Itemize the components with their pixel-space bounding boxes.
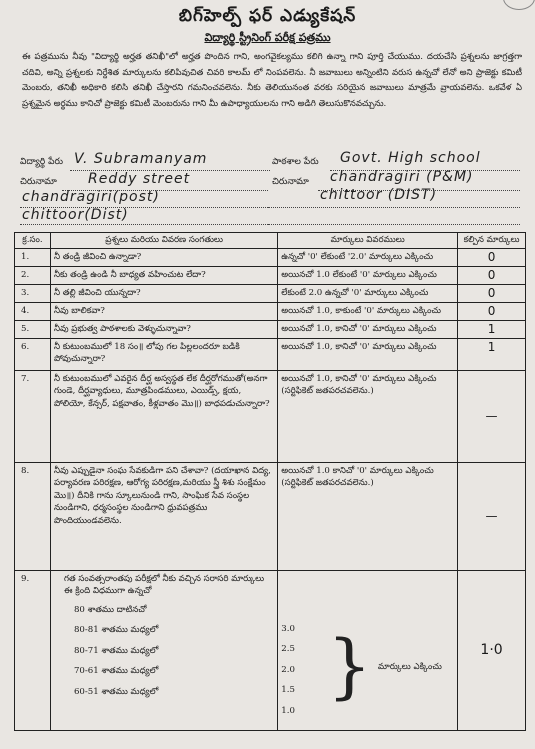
- grade-range: 60-51 శాతము మధ్యలో: [73, 686, 159, 697]
- row-mark[interactable]: 1·0: [458, 570, 526, 730]
- row-number: 7.: [15, 370, 51, 462]
- grade-score: 1.0: [281, 705, 295, 716]
- table-header-row: [15, 233, 526, 249]
- row-number: 6.: [15, 338, 51, 370]
- row-question: నీకు తండ్రి ఉండి నీ బాధ్యత వహించుట లేదా?: [50, 266, 277, 284]
- header-scoring: మార్కులు వివరములు: [278, 233, 458, 249]
- address-line3-rule: [20, 224, 270, 225]
- grade-score: 3.0: [281, 623, 295, 634]
- school-address-line3-rule: [268, 224, 520, 225]
- row-number: 1.: [15, 248, 51, 266]
- row-question: నీ తండ్రి జీవించి ఉన్నాడా?: [50, 248, 277, 266]
- grade-range: 80 శాతము దాటినచో: [73, 604, 147, 615]
- address-line1[interactable]: Reddy street: [88, 171, 191, 187]
- address-label: చిరునామా: [20, 177, 57, 187]
- school-address-line2[interactable]: chittoor (DIST): [320, 187, 438, 203]
- student-name-value[interactable]: V. Subramanyam: [74, 151, 208, 167]
- row-scoring: అయినచో 1.0, కాకుంటే '0' మార్కులు ఎక్కించు: [278, 302, 458, 320]
- table-row: [15, 462, 526, 570]
- grades-intro: గత సంవత్సరాంతపు పరీక్షలో నీకు వచ్చిన సరాసరి మార్కులు ఈ క్రింది విధముగా ఉన్నచో: [63, 573, 265, 596]
- row-mark[interactable]: 1: [458, 320, 526, 338]
- row-question: [50, 570, 277, 730]
- address-line2[interactable]: chandragiri(post): [22, 189, 160, 205]
- row-mark[interactable]: —: [458, 370, 526, 462]
- grade-score-note: మార్కులు ఎక్కించు: [377, 661, 442, 672]
- row-question: నీవు బాలికవా?: [50, 302, 277, 320]
- header-questions: ప్రశ్నలు మరియు వివరణ సంగతులు: [50, 233, 277, 249]
- school-name-value[interactable]: Govt. High school: [340, 150, 481, 166]
- row-scoring: అయినచో 1.0, కానిచో '0' మార్కులు ఎక్కించు (సర్టిఫికెట్ జతపరచవలెను.): [278, 370, 458, 462]
- grade-score: 2.0: [281, 664, 295, 675]
- student-name-label: విద్యార్థి పేరు: [20, 157, 63, 167]
- table-row: [15, 338, 526, 370]
- grade-range: 80-81 శాతము మధ్యలో: [73, 625, 159, 635]
- row-scoring: అయినచో 1.0 కానిచో '0' మార్కులు ఎక్కించు (సర్టిఫికెట్ జతపరచవలెను.): [278, 462, 458, 570]
- row-mark[interactable]: 0: [458, 266, 526, 284]
- grade-range: 70-61 శాతము మధ్యలో: [73, 666, 159, 676]
- row-mark[interactable]: 0: [458, 248, 526, 266]
- row-question: నీ కుటుంబములో ఎవరైన దీర్ఘ అస్వస్థత లేక దీర్ఘరోగముతో(అనగా గుండె, దీర్ఘవ్యాధులు, మూత్రపిండములు, ఎయిడ్స్, క్షయ, పోలియో, కేన్సర్, పక్షవాతం, కీళ్లవాతం మొ॥) బాధపడుచున్నారా?: [50, 370, 277, 462]
- row-scoring: [278, 570, 458, 730]
- row-question: నీవు ప్రభుత్వ పాఠశాలకు వెళ్ళుచున్నావా?: [50, 320, 277, 338]
- table-row-grades: [15, 570, 526, 730]
- row-scoring: అయినచో 1.0, కానిచో '0' మార్కులు ఎక్కించు: [278, 320, 458, 338]
- grade-range: 80-71 శాతము మధ్యలో: [73, 645, 159, 656]
- table-row: [15, 320, 526, 338]
- table-row: [15, 284, 526, 302]
- screening-table: [14, 232, 526, 731]
- brace-glyph: }: [327, 624, 372, 707]
- school-address-line1[interactable]: chandragiri (P&M): [330, 169, 474, 185]
- table-row: [15, 370, 526, 462]
- row-number: 4.: [15, 302, 51, 320]
- form-title: బిగ్‌హెల్ప్ ఫర్ ఎడ్యుకేషన్: [178, 6, 357, 26]
- address-line3[interactable]: chittoor(Dist): [22, 207, 129, 223]
- table-row: [15, 248, 526, 266]
- row-scoring: ఉన్నచో '0' లేకుంటే '2.0' మార్కులు ఎక్కించు: [278, 248, 458, 266]
- grade-score: 1.5: [281, 685, 295, 695]
- row-scoring: లేకుంటే 2.0 ఉన్నచో '0' మార్కులు ఎక్కించు: [278, 284, 458, 302]
- header-marks: కల్పిన మార్కులు: [458, 233, 526, 249]
- row-mark[interactable]: —: [458, 462, 526, 570]
- row-number: 9.: [15, 570, 51, 730]
- form-subtitle: విద్యార్థి స్ట్రీనింగ్ పరీక్ష పత్రము: [204, 31, 331, 44]
- row-mark[interactable]: 0: [458, 302, 526, 320]
- row-scoring: అయినచో 1.0 లేకుంటే '0' మార్కులు ఎక్కించు: [278, 266, 458, 284]
- row-number: 3.: [15, 284, 51, 302]
- row-number: 5.: [15, 320, 51, 338]
- instructions-paragraph: ఈ పత్రమును నీవు "విద్యార్థి అర్హత తనిఖీ"లో అర్హత పొందిన గాని, అంగవైకల్యము కలిగి ఉన్నా గాని పూర్తి చేయుము. దయచేసి ప్రశ్నలను జాగ్రత్తగా చదివి, అన్ని ప్రశ్నలకు నిర్దేశిత మార్కులను కలిపివుచిత చివరి కాలమ్ లో నింపవలెను. నీ జవాబులు అన్నింటిని వరుస ఉన్నచో లేనో అని ప్రాజెక్టు కమిటీ మెంబరు, తనిఖీ అధికారి కలిసి తనిఖీ చేస్తారని గమనించవలెను. నీకు తెలియునంత వరకు సరియైన జవాబులు మాత్రమే వ్రాయవలెను. ఒకవేళ ఏ ప్రశ్నమైన అర్థము కానిచో ప్రాజెక్టు కమిటీ మెంబరును గాని మీ ఉపాధ్యాయులను గాని అడిగి తెలుసుకొనవచ్చును.: [22, 52, 522, 109]
- row-scoring: అయినచో 1.0, కానిచో '0' మార్కులు ఎక్కించు: [278, 338, 458, 370]
- grade-score: 2.5: [281, 644, 295, 654]
- row-question: నీ తల్లి జీవించి యున్నదా?: [50, 284, 277, 302]
- table-row: [15, 266, 526, 284]
- row-number: 2.: [15, 266, 51, 284]
- row-mark[interactable]: 0: [458, 284, 526, 302]
- table-row: [15, 302, 526, 320]
- row-question: నీ కుటుంబములో 18 సం॥ లోపు గల పిల్లలందరూ బడికి పోవుచున్నారా?: [50, 338, 277, 370]
- header-serial: క్ర.సం.: [15, 233, 51, 249]
- row-number: 8.: [15, 462, 51, 570]
- school-address-label: చిరునామా: [272, 177, 309, 187]
- row-question: నీవు ఎప్పుడైనా సంఘ సేవకుడిగా పని చేశావా? (దయాఖాన విద్య, పర్యావరణ పరిరక్షణ, ఆరోగ్య పరిరక్షణ,మరియు స్త్రీ శిశు సంక్షేమం మొ॥) దీనికి గాను స్కూలునుండి గాని, సాంఘిక సేవ సంస్థల నుండిగాని, ధర్మసంస్థల నుండిగాని ధ్రువపత్రము పొందియుండవలెను.: [50, 462, 277, 570]
- row-mark[interactable]: 1: [458, 338, 526, 370]
- school-name-label: పాఠశాల పేరు: [272, 157, 319, 167]
- school-address-line2-rule: [268, 207, 520, 208]
